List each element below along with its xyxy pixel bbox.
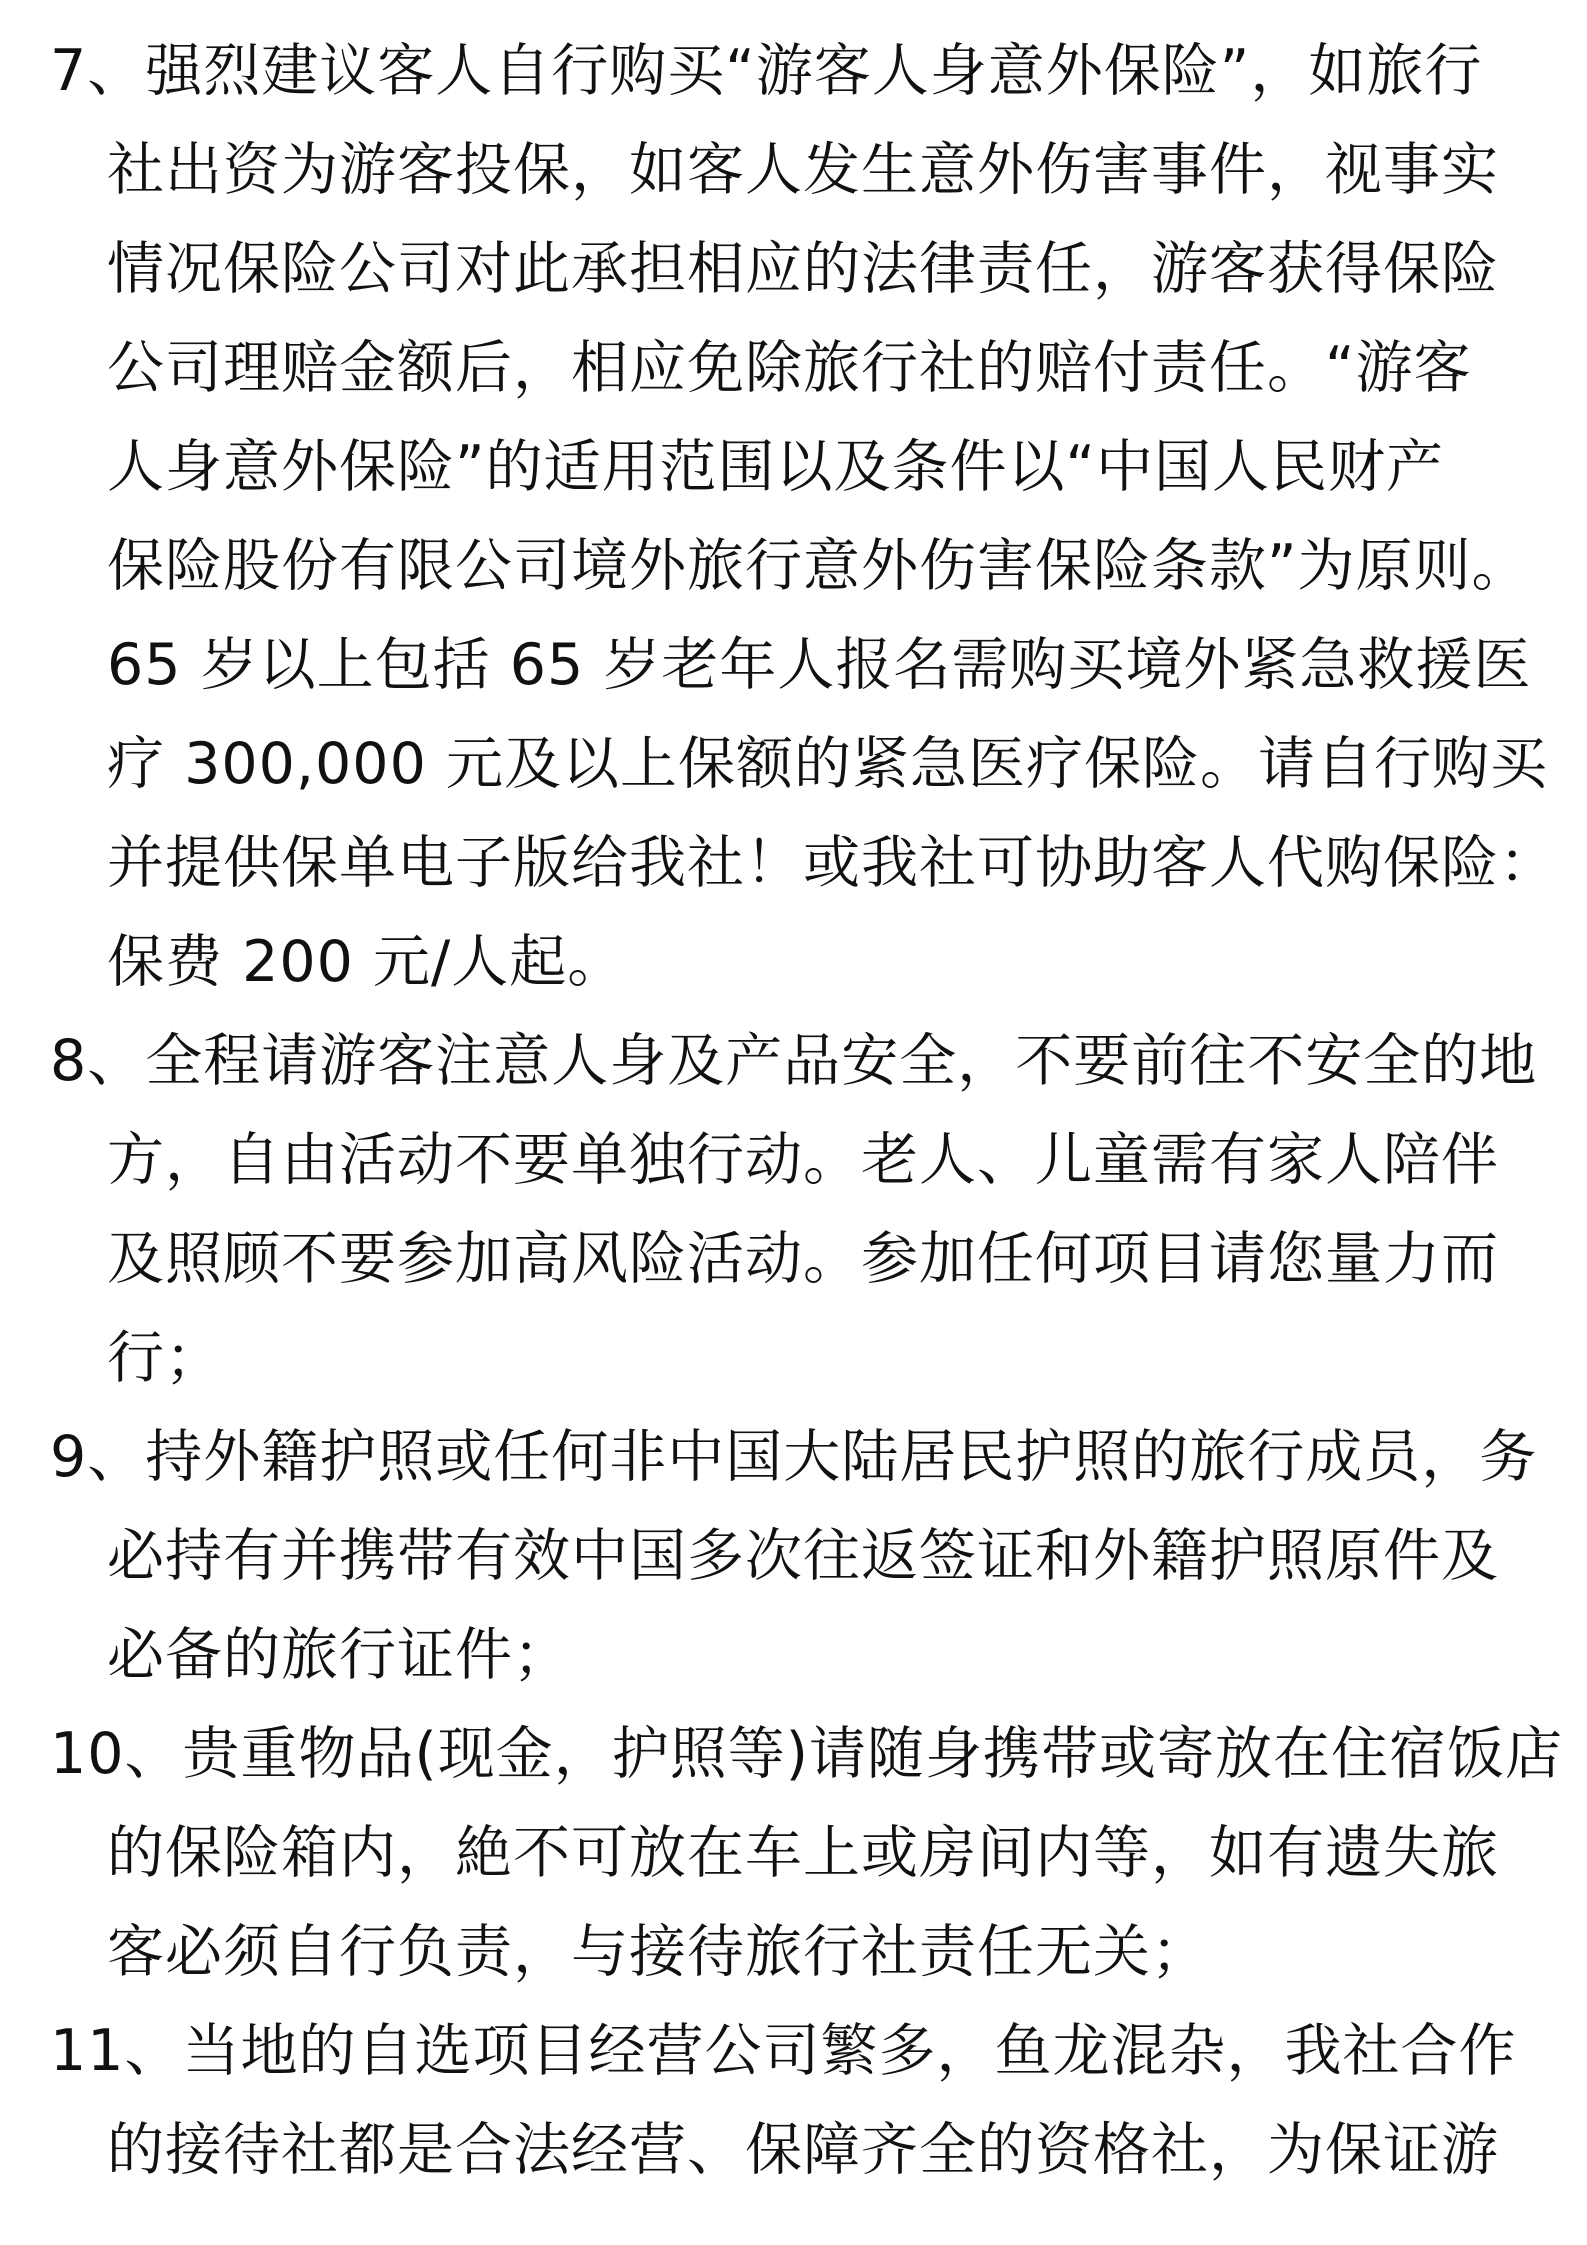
- item-7-line-9: 并提供保单电子版给我社！或我社可协助客人代购保险：: [107, 830, 1557, 896]
- item-9-line-2: 必持有并携带有效中国多次往返签证和外籍护照原件及: [107, 1523, 1499, 1589]
- item-7-line-10: 保费 200 元/人起。: [107, 929, 626, 995]
- item-8-line-1: 8、全程请游客注意人身及产品安全，不要前往不安全的地: [50, 1028, 1538, 1094]
- item-8-line-3: 及照顾不要参加高风险活动。参加任何项目请您量力而: [107, 1226, 1499, 1292]
- item-9-line-1: 9、持外籍护照或任何非中国大陆居民护照的旅行成员，务: [50, 1424, 1538, 1490]
- item-8-line-2: 方，自由活动不要单独行动。老人、儿童需有家人陪伴: [107, 1127, 1499, 1193]
- item-7-line-8: 疗 300,000 元及以上保额的紧急医疗保险。请自行购买: [107, 731, 1548, 797]
- item-9-line-3: 必备的旅行证件；: [107, 1622, 571, 1688]
- item-8-line-4: 行；: [107, 1325, 223, 1391]
- item-10-line-1: 10、贵重物品(现金，护照等)请随身携带或寄放在住宿饭店: [50, 1721, 1564, 1787]
- list-item-8: [50, 1012, 1550, 1408]
- item-7-line-7: 65 岁以上包括 65 岁老年人报名需购买境外紧急救援医: [107, 632, 1532, 698]
- item-10-line-2: 的保险箱内，絶不可放在车上或房间内等，如有遗失旅: [107, 1820, 1499, 1886]
- item-7-line-6: 保险股份有限公司境外旅行意外伤害保险条款”为原则。: [107, 533, 1530, 599]
- item-11-line-1: 11、当地的自选项目经营公司繁多，鱼龙混杂，我社合作: [50, 2018, 1517, 2084]
- list-item-11: [50, 2002, 1550, 2200]
- item-7-line-1: 7、强烈建议客人自行购买“游客人身意外保险”，如旅行: [50, 38, 1483, 104]
- list-item-10: [50, 1705, 1564, 2002]
- item-7-line-4: 公司理赔金额后，相应免除旅行社的赔付责任。“游客: [107, 335, 1472, 401]
- item-7-line-2: 社出资为游客投保，如客人发生意外伤害事件，视事实: [107, 137, 1499, 203]
- item-10-line-3: 客必须自行负责，与接待旅行社责任无关；: [107, 1919, 1209, 1985]
- item-11-line-2: 的接待社都是合法经营、保障齐全的资格社，为保证游: [107, 2117, 1499, 2183]
- list-item-7: [50, 22, 1557, 1012]
- notice-list: [50, 22, 1564, 2200]
- item-7-line-5: 人身意外保险”的适用范围以及条件以“中国人民财产: [107, 434, 1445, 500]
- item-7-line-3: 情况保险公司对此承担相应的法律责任，游客获得保险: [107, 236, 1499, 302]
- list-item-9: [50, 1408, 1550, 1705]
